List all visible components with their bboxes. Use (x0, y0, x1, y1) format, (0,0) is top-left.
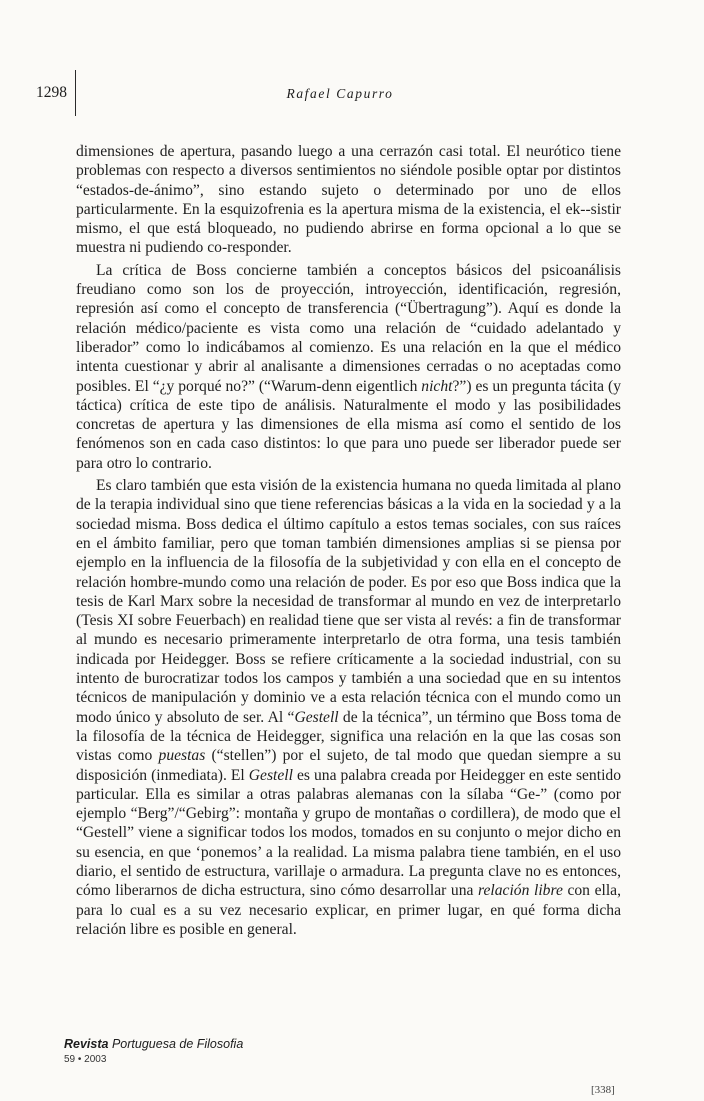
page-code: [338] (591, 1084, 615, 1096)
italic-term: relación libre (478, 882, 563, 900)
body-text (76, 142, 621, 939)
journal-name-bold: Revista (64, 1037, 109, 1051)
paragraph (76, 476, 621, 939)
text-segment: (“stellen”) por el sujeto, de tal modo que quedan siempre a su disposición (inmediata). El (76, 747, 621, 784)
paragraph (76, 142, 621, 258)
running-head: Rafael Capurro (286, 86, 394, 101)
journal-name (64, 1037, 243, 1051)
text-segment: Es claro también que esta visión de la existencia humana no queda limitada al plano de la terapia individual sino que tiene referencias básicas a la vida en la sociedad y a la sociedad misma. Boss dedica el último capítulo a estos temas sociales, con sus raíces en el ámbito familiar, pero que toman también dimensiones amplias si se piensa por ejemplo en la influencia de la filosofía de la subjetividad y con ella en el concepto de relación hombre-mundo como una relación de poder. Es por eso que Boss indica que la tesis de Karl Marx sobre la necesidad de transformar al mundo en vez de interpretarlo (Tesis XI sobre Feuerbach) en realidad tiene que ser vista al revés: a fin de transformar al mundo es necesario primeramente interpretarlo de otra forma, una tesis también indicada por Heidegger. Boss se refiere críticamente a la sociedad industrial, con su intento de burocratizar todos los campos y también a una sociedad que en su intentos técnicos de manipulación y dominio ve a esta relación técnica con el mundo como un modo único y absoluto de ser. Al “ (76, 477, 621, 726)
text-segment: es una palabra creada por Heidegger en este sentido particular. Ella es similar a otras palabras alemanas con la sílaba “Ge-” (como por ejemplo “Berg”/“Gebirg”: montaña y grupo de montañas o cordillera), de modo que el “Gestell” viene a significar todos los modos, tomados en su conjunto o mejor dicho en su esencia, en que ‘ponemos’ a la realidad. La misma palabra tiene también, en el uso diario, el sentido de estructura, varillaje o armadura. La pregunta clave no es entonces, cómo liberarnos de dicha estructura, sino cómo desarrollar una (76, 766, 621, 900)
text-segment: dimensiones de apertura, pasando luego a una cerrazón casi total. El neurótico tiene problemas con respecto a diversos sentimientos no siéndole posible optar por distintos “estados-de-ánimo”, sino estando sujeto o determinado por uno de ellos particularmente. En la esquizofrenia es la apertura misma de la existencia, el ek--sistir mismo, el que está bloqueado, no pudiendo abrirse en forma opcional a lo que se muestra ni pudiendo co-responder. (76, 143, 621, 257)
header-divider (75, 70, 76, 116)
italic-term: Gestell (294, 708, 339, 726)
journal-issue: 59 • 2003 (64, 1054, 107, 1065)
page-number: 1298 (36, 84, 67, 101)
text-segment: La crítica de Boss concierne también a conceptos básicos del psicoanálisis freudiano como son los de proyección, introyección, identificación, regresión, represión así como el concepto de transferencia (“Übertragung”). Aquí es donde la relación médico/paciente es vista como una relación de “cuidado adelantado y liberador” como lo indicábamos al comienzo. Es una relación en la que el médico intenta cuestionar y abrir al analisante a dimensiones cerradas o no aceptadas como posibles. El “¿y porqué no?” (“Warum-denn eigentlich (76, 261, 621, 395)
text-segment: con ella, para lo cual es a su vez necesario explicar, en primer lugar, en qué forma dicha relación libre es posible en general. (76, 882, 621, 938)
text-segment: de la técnica”, un término que Boss toma de la filosofía de la técnica de Heidegger, significa una relación en la que las cosas son vistas como (76, 708, 622, 765)
italic-term: Gestell (248, 766, 293, 784)
text-segment: ?”) es un pregunta tácita (y táctica) crítica de este tipo de análisis. Naturalmente el modo y las posibilidades concretas de apertura y las dimensiones de ella misma así como el sentido de los fenómenos son en cada caso distintos: lo que para uno puede ser liberador puede ser para otro lo contrario. (76, 377, 621, 472)
journal-name-rest: Portuguesa de Filosofia (108, 1037, 244, 1051)
italic-term: puestas (158, 747, 206, 765)
italic-term: nicht (421, 377, 453, 395)
paragraph (76, 261, 621, 473)
